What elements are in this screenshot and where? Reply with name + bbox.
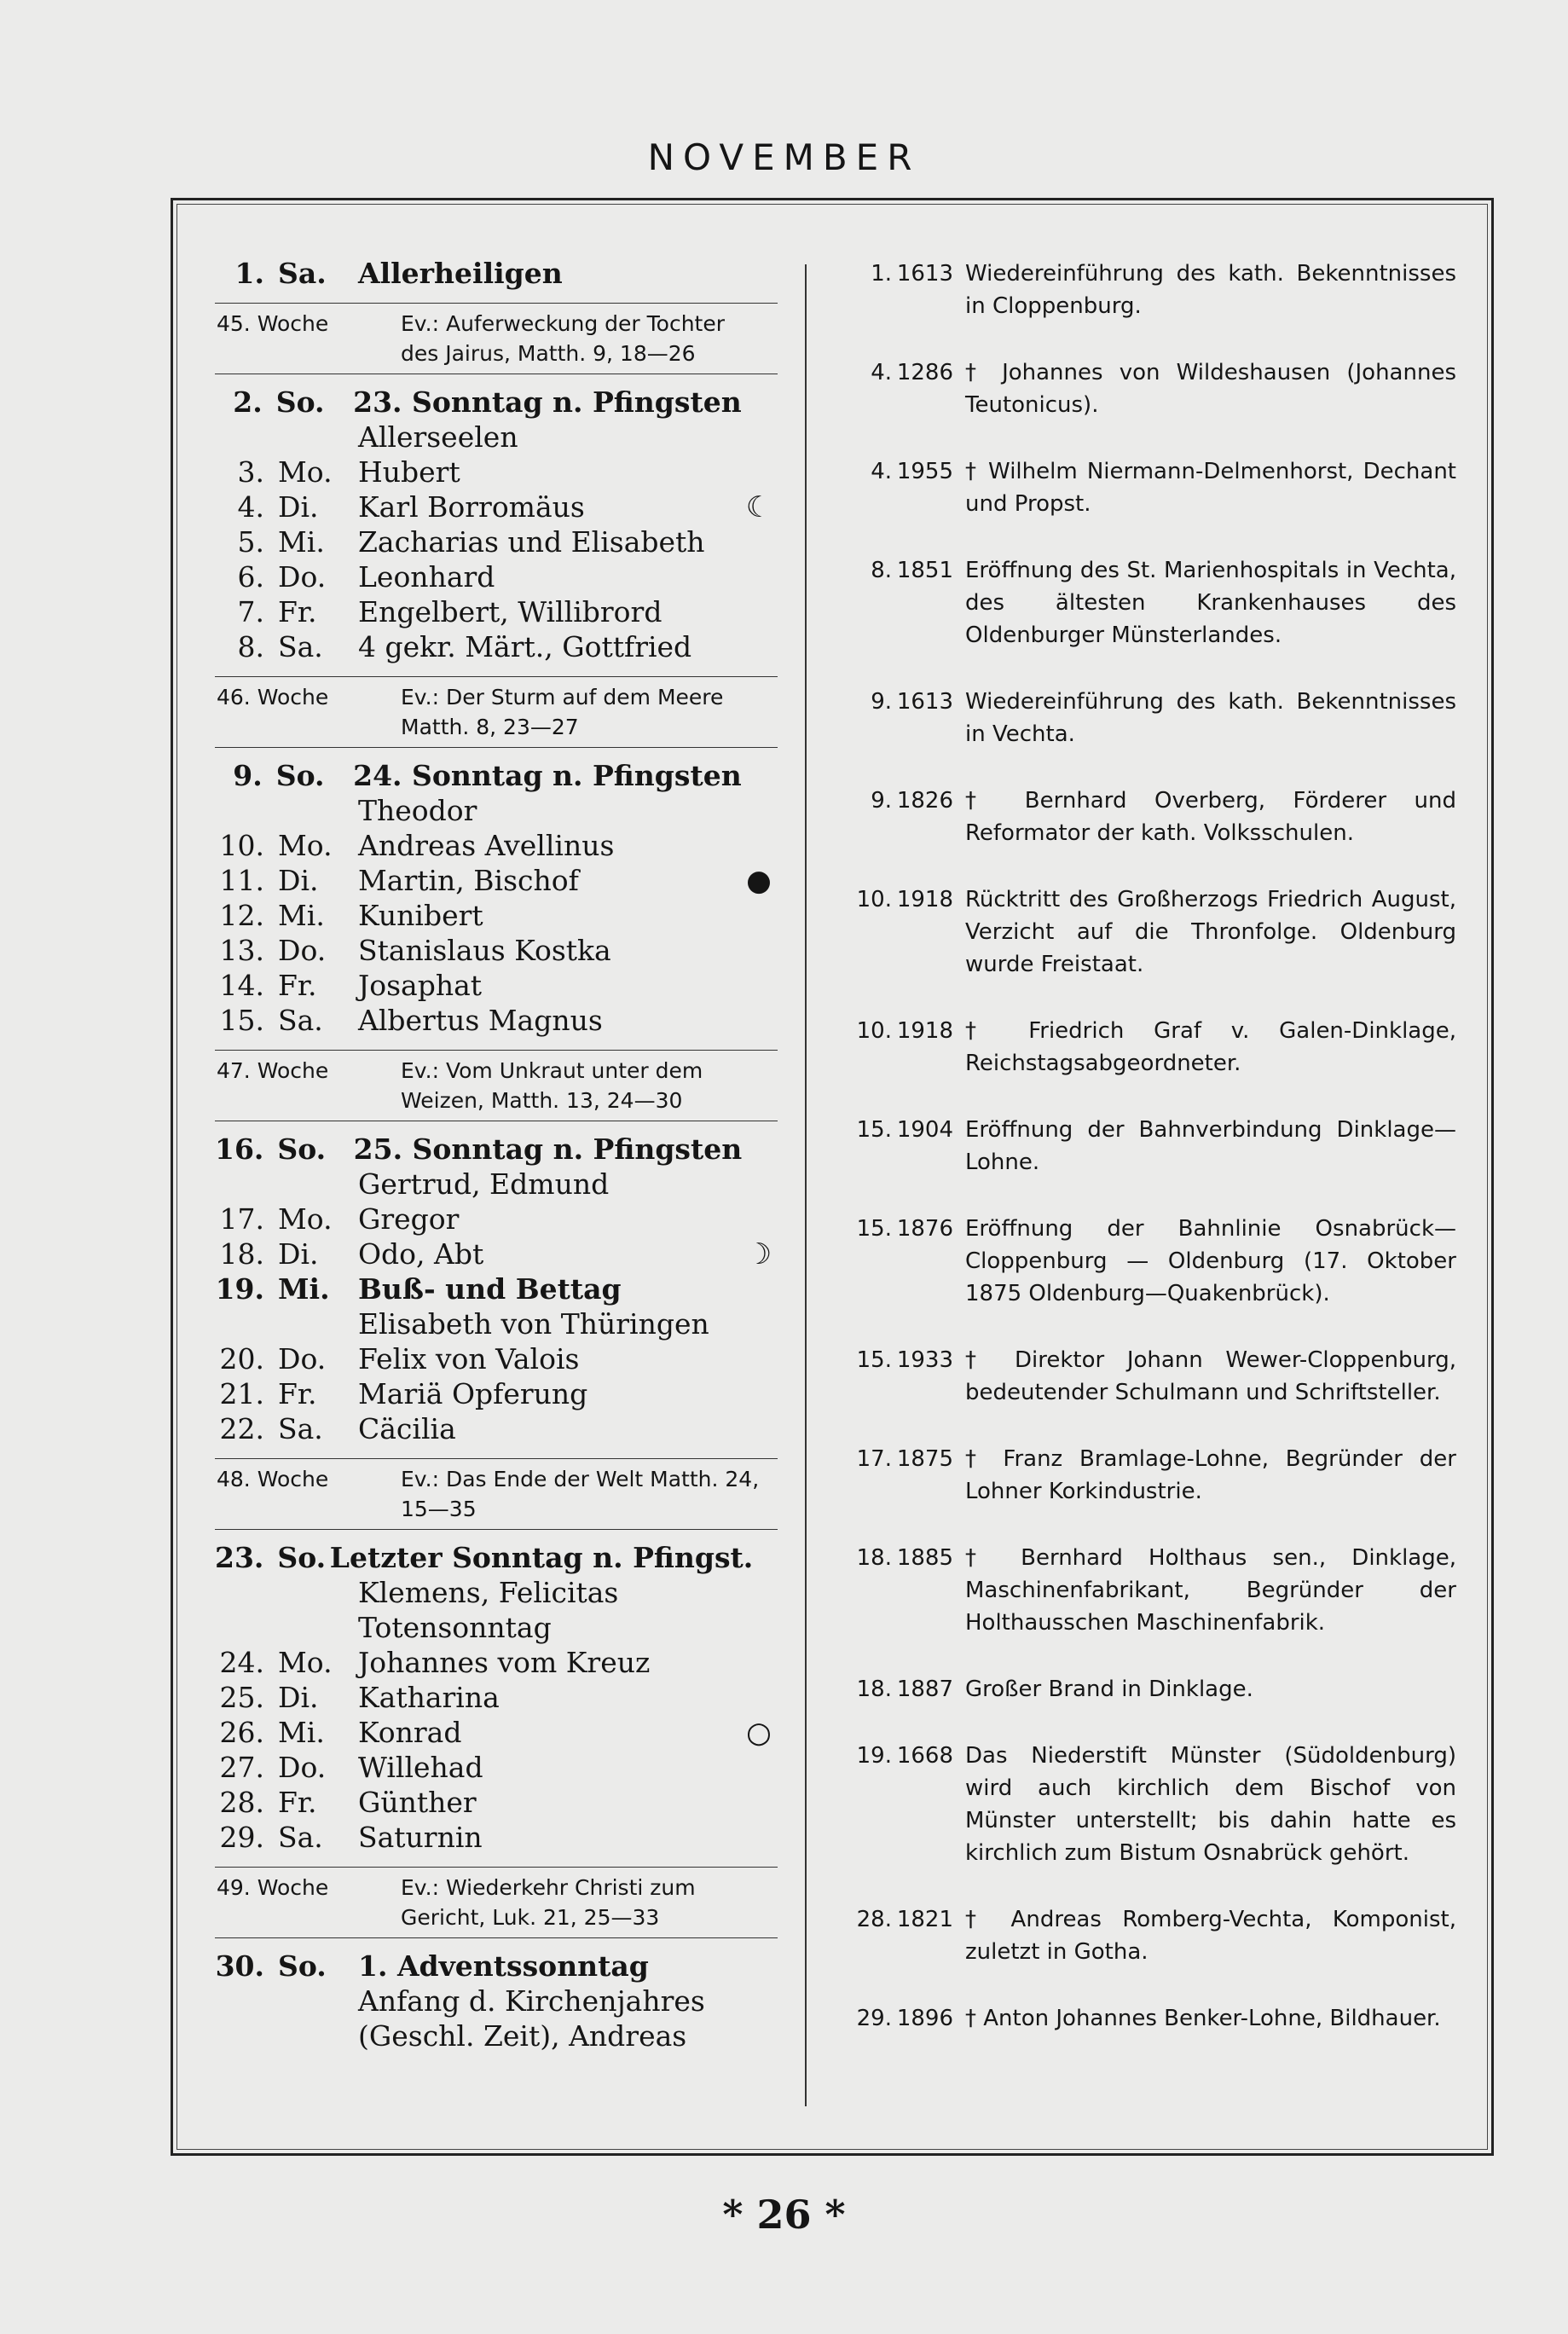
saint-name: 25. Sonntag n. Pfingsten	[353, 1132, 743, 1166]
event-year: 1613	[896, 689, 953, 715]
day-number: 29.	[219, 1821, 264, 1854]
weekday: Mo.	[278, 455, 333, 489]
day-row	[215, 968, 778, 1003]
week-gospel-row	[215, 303, 778, 374]
saint-name: 24. Sonntag n. Pfingsten	[353, 759, 742, 792]
day-number: 4.	[237, 490, 264, 524]
day-continuation-row	[215, 1984, 778, 2018]
day-continuation-row	[215, 1610, 778, 1645]
day-row	[215, 1540, 778, 1575]
event-day: 9.	[871, 788, 892, 814]
saint-name: 23. Sonntag n. Pfingsten	[353, 385, 742, 419]
history-event	[844, 1542, 1456, 1639]
saint-name: Allerseelen	[358, 420, 518, 454]
history-event	[844, 1344, 1456, 1409]
history-event	[844, 554, 1456, 652]
saint-name: Kunibert	[358, 899, 483, 932]
gospel-reading: Ev.: Auferweckung der Tochter des Jairus, Matth. 9, 18—26	[401, 311, 726, 366]
weekday: Sa.	[278, 1412, 323, 1445]
day-row	[215, 1132, 778, 1167]
weekday: Fr.	[278, 1786, 317, 1819]
saint-name: Saturnin	[358, 1821, 483, 1854]
day-row	[215, 863, 778, 898]
saint-name: Theodor	[358, 794, 477, 827]
event-year: 1955	[896, 459, 953, 484]
history-event	[844, 785, 1456, 849]
history-event	[844, 1114, 1456, 1179]
event-day: 28.	[856, 1907, 892, 1932]
saint-name: Katharina	[358, 1681, 500, 1714]
day-row	[215, 898, 778, 933]
day-number: 12.	[219, 899, 264, 932]
event-year: 1918	[896, 1018, 953, 1044]
event-year: 1613	[896, 261, 953, 287]
saint-name: Karl Borromäus	[358, 490, 585, 524]
weekday: Sa.	[278, 1821, 323, 1854]
event-text: Rücktritt des Großherzogs Friedrich August, Verzicht auf die Thronfolge. Oldenburg wurde Freistaat.	[965, 887, 1456, 977]
event-year: 1851	[896, 558, 953, 583]
history-event	[844, 1015, 1456, 1080]
day-continuation-row	[215, 793, 778, 828]
week-gospel-row	[215, 1867, 778, 1938]
day-number: 3.	[237, 455, 264, 489]
event-text: Eröffnung der Bahnlinie Osnabrück—Cloppenburg — Oldenburg (17. Oktober 1875 Oldenburg—Quakenbrück).	[965, 1216, 1456, 1306]
event-day: 10.	[856, 887, 892, 912]
week-number: 45. Woche	[217, 311, 329, 336]
event-text: Eröffnung des St. Marienhospitals in Vechta, des ältesten Krankenhauses des Oldenburger Münsterlandes.	[965, 558, 1456, 648]
moon-phase-icon: ☽	[745, 1237, 772, 1271]
event-year: 1933	[896, 1347, 953, 1373]
event-day: 18.	[856, 1677, 892, 1702]
day-continuation-row	[215, 420, 778, 455]
history-event	[844, 1903, 1456, 1968]
weekday: Sa.	[278, 630, 323, 663]
event-text: Wiedereinführung des kath. Bekenntnisses in Vechta.	[965, 689, 1456, 747]
event-day: 4.	[871, 360, 892, 385]
day-number: 28.	[219, 1786, 264, 1819]
weekday: Do.	[278, 1751, 327, 1784]
weekday: Do.	[278, 560, 327, 594]
day-number: 16.	[215, 1132, 264, 1166]
week-gospel-row	[215, 1050, 778, 1121]
weekday: Fr.	[278, 969, 317, 1002]
weekday: Mo.	[278, 1646, 333, 1679]
saint-name: Zacharias und Elisabeth	[358, 525, 705, 559]
history-event	[844, 356, 1456, 421]
weekday: So.	[278, 1949, 327, 1983]
saint-name: Engelbert, Willibrord	[358, 595, 662, 628]
day-row	[215, 828, 778, 863]
day-number: 10.	[219, 829, 264, 862]
weekday: So.	[277, 1132, 327, 1166]
page-number: * 26 *	[722, 2192, 846, 2238]
day-continuation-row	[215, 1306, 778, 1341]
saint-name: Letzter Sonntag n. Pfingst.	[329, 1541, 754, 1574]
history-event	[844, 1673, 1456, 1706]
event-year: 1875	[896, 1446, 953, 1472]
saint-name: Josaphat	[358, 969, 483, 1002]
saint-name: Andreas Avellinus	[358, 829, 615, 862]
event-text: † Anton Johannes Benker-Lohne, Bildhauer.	[965, 2006, 1441, 2031]
week-gospel-row	[215, 1458, 778, 1530]
moon-phase-icon: ●	[746, 864, 772, 898]
weekday: Mi.	[278, 899, 325, 932]
weekday: Do.	[278, 934, 327, 967]
moon-phase-icon: ☾	[745, 490, 772, 524]
saint-name: Mariä Opferung	[358, 1377, 588, 1410]
event-year: 1896	[896, 2006, 953, 2031]
saint-name: 4 gekr. Märt., Gottfried	[358, 630, 692, 663]
weekday: Mo.	[278, 1202, 333, 1236]
day-row	[215, 1236, 778, 1271]
history-event	[844, 455, 1456, 520]
day-number: 24.	[219, 1646, 264, 1679]
event-text: † Andreas Romberg-Vechta, Komponist, zuletzt in Gotha.	[965, 1907, 1456, 1965]
event-year: 1887	[896, 1677, 953, 1702]
event-text: † Direktor Johann Wewer-Cloppenburg, bedeutender Schulmann und Schriftsteller.	[965, 1347, 1456, 1405]
saint-name: Günther	[358, 1786, 477, 1819]
event-day: 19.	[856, 1743, 892, 1769]
saint-name: Martin, Bischof	[358, 864, 579, 897]
day-number: 18.	[219, 1237, 264, 1271]
day-row	[215, 524, 778, 559]
day-row	[215, 1645, 778, 1680]
event-year: 1821	[896, 1907, 953, 1932]
day-row	[215, 1376, 778, 1411]
event-day: 8.	[871, 558, 892, 583]
day-row	[215, 629, 778, 664]
weekday: Mi.	[278, 525, 325, 559]
event-day: 15.	[856, 1117, 892, 1143]
history-event	[844, 258, 1456, 322]
day-row	[215, 1271, 778, 1306]
day-row	[215, 489, 778, 524]
day-number: 20.	[219, 1342, 264, 1375]
day-row	[215, 385, 778, 420]
day-number: 9.	[233, 759, 263, 792]
column-divider	[805, 264, 807, 2106]
event-text: † Johannes von Wildeshausen (Johannes Teutonicus).	[965, 360, 1456, 418]
day-row	[215, 933, 778, 968]
history-event	[844, 686, 1456, 750]
day-row	[215, 1715, 778, 1750]
page-title: NOVEMBER	[647, 136, 921, 178]
day-row	[215, 594, 778, 629]
event-day: 17.	[856, 1446, 892, 1472]
weekday: Mi.	[278, 1272, 330, 1306]
saint-name: Konrad	[358, 1716, 462, 1749]
weekday: So.	[275, 759, 325, 792]
day-number: 5.	[237, 525, 264, 559]
saint-name: Cäcilia	[358, 1412, 456, 1445]
saint-name: Anfang d. Kirchenjahres	[358, 1984, 705, 2018]
weekday: So.	[275, 385, 325, 419]
day-row	[215, 1750, 778, 1785]
saint-name: 1. Adventssonntag	[358, 1949, 649, 1983]
weekday: Sa.	[278, 257, 327, 290]
day-number: 15.	[219, 1004, 264, 1037]
day-number: 27.	[219, 1751, 264, 1784]
day-number: 17.	[219, 1202, 264, 1236]
day-number: 11.	[219, 864, 264, 897]
day-number: 6.	[237, 560, 264, 594]
moon-phase-icon: ○	[746, 1716, 772, 1750]
day-number: 26.	[219, 1716, 264, 1749]
saint-name: Johannes vom Kreuz	[358, 1646, 651, 1679]
day-number: 23.	[215, 1541, 264, 1574]
saint-name: Stanislaus Kostka	[358, 934, 611, 967]
calendar-column	[215, 256, 778, 2053]
weekday: So.	[277, 1541, 327, 1574]
event-text: Das Niederstift Münster (Südoldenburg) wird auch kirchlich dem Bischof von Münster unterstellt; bis dahin hatte es kirchlich zum Bistum Osnabrück gehört.	[965, 1743, 1456, 1866]
event-text: Großer Brand in Dinklage.	[965, 1677, 1253, 1702]
event-year: 1885	[896, 1545, 953, 1571]
day-number: 22.	[219, 1412, 264, 1445]
weekday: Sa.	[278, 1004, 323, 1037]
saint-name: Klemens, Felicitas	[358, 1576, 619, 1609]
day-number: 7.	[237, 595, 264, 628]
weekday: Fr.	[278, 1377, 317, 1410]
events-column	[844, 258, 1456, 2069]
event-day: 10.	[856, 1018, 892, 1044]
event-text: † Wilhelm Niermann-Delmenhorst, Dechant und Propst.	[965, 459, 1456, 517]
saint-name: Gregor	[358, 1202, 460, 1236]
history-event	[844, 883, 1456, 981]
day-row	[215, 1820, 778, 1855]
day-row	[215, 1411, 778, 1446]
event-text: † Friedrich Graf v. Galen-Dinklage, Reichstagsabgeordneter.	[965, 1018, 1456, 1076]
weekday: Mo.	[278, 829, 333, 862]
day-row	[215, 455, 778, 489]
event-text: Eröffnung der Bahnverbindung Dinklage—Lohne.	[965, 1117, 1456, 1175]
day-row	[215, 758, 778, 793]
event-day: 29.	[856, 2006, 892, 2031]
day-row	[215, 1949, 778, 1984]
saint-name: Odo, Abt	[358, 1237, 484, 1271]
event-day: 15.	[856, 1347, 892, 1373]
saint-name: Buß- und Bettag	[358, 1272, 622, 1306]
event-text: Wiedereinführung des kath. Bekenntnisses in Cloppenburg.	[965, 261, 1456, 319]
week-number: 46. Woche	[217, 685, 329, 709]
history-event	[844, 1443, 1456, 1508]
gospel-reading: Ev.: Der Sturm auf dem Meere Matth. 8, 23—27	[401, 685, 724, 739]
event-year: 1668	[896, 1743, 953, 1769]
history-event	[844, 2002, 1456, 2035]
day-number: 14.	[219, 969, 264, 1002]
day-number: 13.	[219, 934, 264, 967]
weekday: Di.	[278, 864, 319, 897]
day-continuation-row	[215, 1167, 778, 1202]
event-day: 9.	[871, 689, 892, 715]
saint-name: Felix von Valois	[358, 1342, 580, 1375]
event-day: 4.	[871, 459, 892, 484]
history-event	[844, 1740, 1456, 1869]
day-number: 30.	[215, 1949, 264, 1983]
saint-name: Elisabeth von Thüringen	[358, 1307, 709, 1341]
saint-name: (Geschl. Zeit), Andreas	[358, 2019, 687, 2053]
weekday: Fr.	[278, 595, 317, 628]
saint-name: Leonhard	[358, 560, 495, 594]
day-number: 19.	[215, 1272, 264, 1306]
event-day: 18.	[856, 1545, 892, 1571]
weekday: Di.	[278, 1237, 319, 1271]
week-number: 48. Woche	[217, 1467, 329, 1491]
day-number: 25.	[219, 1681, 264, 1714]
day-number: 2.	[233, 385, 263, 419]
saint-name: Gertrud, Edmund	[358, 1167, 610, 1201]
event-text: † Bernhard Overberg, Förderer und Reformator der kath. Volksschulen.	[965, 788, 1456, 846]
saint-name: Hubert	[358, 455, 460, 489]
weekday: Do.	[278, 1342, 327, 1375]
week-number: 49. Woche	[217, 1875, 329, 1900]
saint-name: Totensonntag	[358, 1611, 552, 1644]
event-year: 1904	[896, 1117, 953, 1143]
day-row	[215, 256, 778, 291]
weekday: Di.	[278, 1681, 319, 1714]
day-number: 1.	[234, 257, 264, 290]
day-row	[215, 1785, 778, 1820]
history-event	[844, 1213, 1456, 1310]
day-row	[215, 1680, 778, 1715]
event-year: 1918	[896, 887, 953, 912]
event-year: 1286	[896, 360, 953, 385]
day-continuation-row	[215, 1575, 778, 1610]
event-year: 1826	[896, 788, 953, 814]
gospel-reading: Ev.: Wiederkehr Christi zum Gericht, Luk. 21, 25—33	[401, 1875, 696, 1930]
saint-name: Albertus Magnus	[358, 1004, 603, 1037]
saint-name: Willehad	[358, 1751, 483, 1784]
event-text: † Franz Bramlage-Lohne, Begründer der Lohner Korkindustrie.	[965, 1446, 1456, 1504]
week-number: 47. Woche	[217, 1058, 329, 1083]
day-number: 8.	[237, 630, 264, 663]
gospel-reading: Ev.: Das Ende der Welt Matth. 24, 15—35	[401, 1467, 760, 1521]
day-row	[215, 559, 778, 594]
day-row	[215, 1341, 778, 1376]
saint-name: Allerheiligen	[358, 257, 563, 290]
weekday: Mi.	[278, 1716, 325, 1749]
gospel-reading: Ev.: Vom Unkraut unter dem Weizen, Matth. 13, 24—30	[401, 1058, 703, 1113]
week-gospel-row	[215, 676, 778, 748]
event-day: 15.	[856, 1216, 892, 1242]
event-year: 1876	[896, 1216, 953, 1242]
day-continuation-row	[215, 2018, 778, 2053]
day-number: 21.	[219, 1377, 264, 1410]
weekday: Di.	[278, 490, 319, 524]
day-row	[215, 1202, 778, 1236]
event-day: 1.	[871, 261, 892, 287]
event-text: † Bernhard Holthaus sen., Dinklage, Maschinenfabrikant, Begründer der Holthausschen Maschinenfabrik.	[965, 1545, 1456, 1636]
day-row	[215, 1003, 778, 1038]
